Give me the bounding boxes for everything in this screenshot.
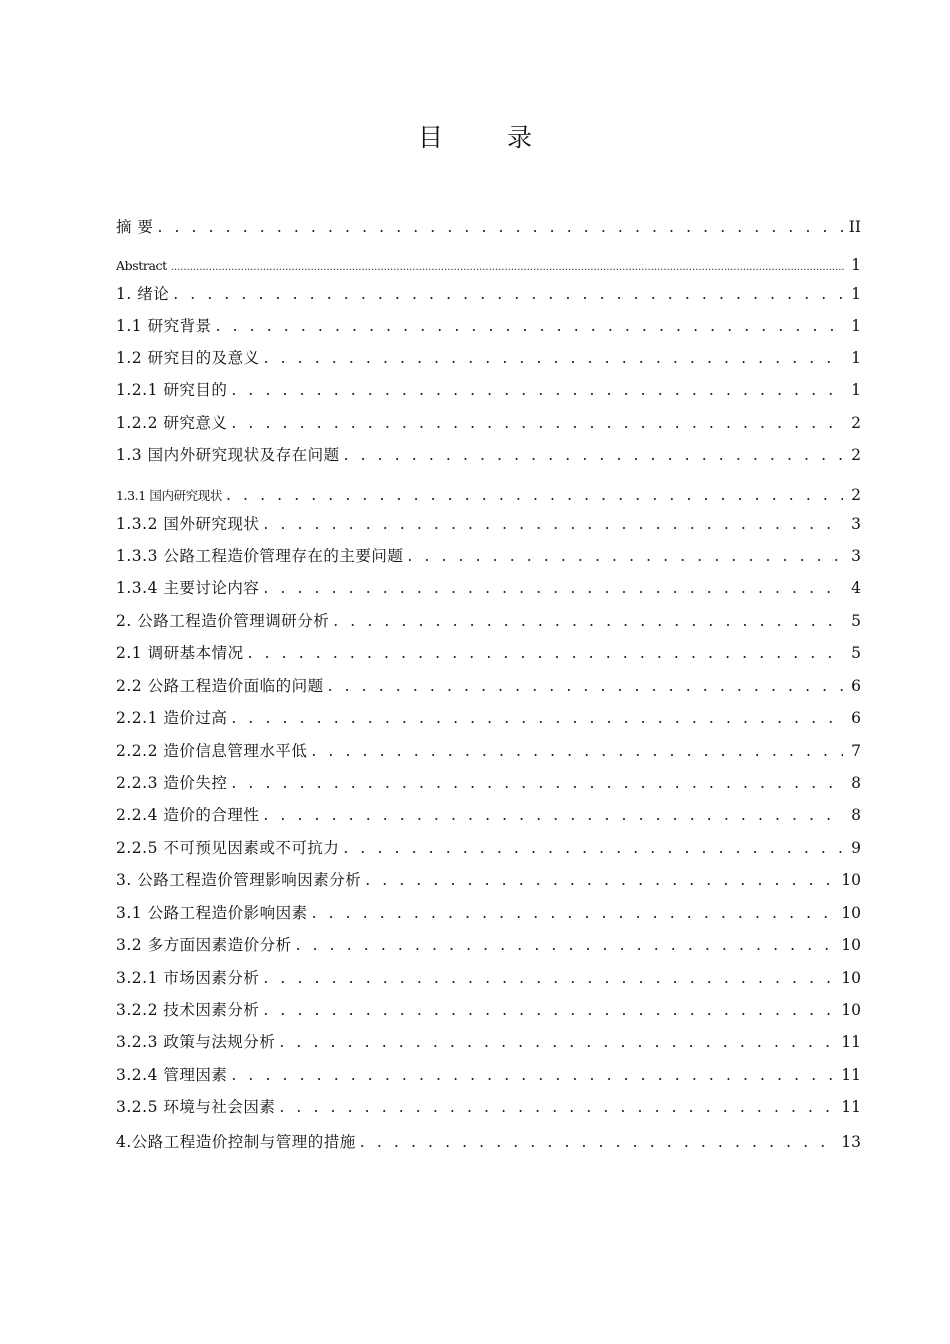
toc-entry[interactable] bbox=[116, 279, 861, 309]
toc-title: 目 录 bbox=[418, 123, 560, 152]
toc-entry-label: 2.2.2 造价信息管理水平低 bbox=[116, 742, 308, 760]
toc-entry[interactable] bbox=[116, 212, 861, 242]
toc-entry-page: 1 bbox=[851, 381, 861, 399]
toc-entry-page: 10 bbox=[841, 904, 861, 922]
toc-leader-dots bbox=[263, 800, 843, 830]
toc-entry-page: 10 bbox=[841, 871, 861, 889]
toc-entry[interactable] bbox=[116, 768, 861, 798]
toc-leader-dots bbox=[333, 606, 843, 636]
toc-leader-dots bbox=[360, 1127, 835, 1157]
toc-entry-label: 3. 公路工程造价管理影响因素分析 bbox=[116, 871, 362, 889]
toc-entry[interactable] bbox=[116, 509, 861, 539]
toc-entry[interactable] bbox=[116, 638, 861, 668]
toc-leader-dots bbox=[279, 1027, 835, 1057]
toc-entry-label: 1.3 国内外研究现状及存在问题 bbox=[116, 446, 340, 464]
toc-entry-label: 1.3.2 国外研究现状 bbox=[116, 515, 260, 533]
toc-entry-page: 5 bbox=[851, 644, 861, 662]
toc-entry[interactable] bbox=[116, 311, 861, 341]
toc-entry[interactable] bbox=[116, 480, 861, 510]
toc-entry[interactable] bbox=[116, 963, 861, 993]
toc-leader-dots bbox=[231, 768, 843, 798]
toc-entry-label: 3.2.3 政策与法规分析 bbox=[116, 1033, 276, 1051]
toc-entry-label: 3.2.2 技术因素分析 bbox=[116, 1001, 260, 1019]
toc-leader-dots bbox=[231, 408, 843, 438]
toc-entry-page: 1 bbox=[851, 317, 861, 335]
toc-leader-dots bbox=[312, 898, 836, 928]
toc-entry-label: 4.公路工程造价控制与管理的措施 bbox=[116, 1133, 356, 1151]
toc-entry[interactable] bbox=[116, 408, 861, 438]
toc-entry-page: 8 bbox=[851, 806, 861, 824]
toc-leader-dots bbox=[311, 736, 843, 766]
toc-entry[interactable] bbox=[116, 736, 861, 766]
toc-entry-label: 3.2.4 管理因素 bbox=[116, 1066, 228, 1084]
toc-entry[interactable] bbox=[116, 865, 861, 895]
toc-entry-label: 3.1 公路工程造价影响因素 bbox=[116, 904, 308, 922]
toc-entry[interactable] bbox=[116, 800, 861, 830]
toc-entry[interactable] bbox=[116, 606, 861, 636]
toc-entry-page: 6 bbox=[851, 677, 861, 695]
toc-leader-dots bbox=[263, 963, 835, 993]
toc-entry-label: 2.1 调研基本情况 bbox=[116, 644, 244, 662]
toc-entry-page: 9 bbox=[851, 839, 861, 857]
toc-entry[interactable] bbox=[116, 898, 861, 928]
toc-entry[interactable] bbox=[116, 1027, 861, 1057]
toc-leader-dots bbox=[279, 1092, 835, 1122]
toc-entry[interactable] bbox=[116, 703, 861, 733]
toc-entry-label: 1.3.3 公路工程造价管理存在的主要问题 bbox=[116, 547, 404, 565]
toc-entry-label: 1.2 研究目的及意义 bbox=[116, 349, 260, 367]
toc-leader-dots bbox=[231, 375, 843, 405]
toc-entry-label: 3.2.1 市场因素分析 bbox=[116, 969, 260, 987]
toc-entry-page: 2 bbox=[851, 414, 861, 432]
toc-entry[interactable] bbox=[116, 671, 861, 701]
toc-entry[interactable] bbox=[116, 1060, 861, 1090]
toc-entry[interactable] bbox=[116, 440, 861, 470]
toc-entry[interactable] bbox=[116, 573, 861, 603]
toc-entry-label: 2.2.1 造价过高 bbox=[116, 709, 228, 727]
toc-entry-label: 3.2 多方面因素造价分析 bbox=[116, 936, 292, 954]
toc-entry[interactable] bbox=[116, 343, 861, 373]
toc-entry[interactable] bbox=[116, 995, 861, 1025]
toc-entry-page: 8 bbox=[851, 774, 861, 792]
toc-leader-dots bbox=[231, 1060, 835, 1090]
toc-leader-dots bbox=[343, 833, 843, 863]
toc-entry-label: 2.2.3 造价失控 bbox=[116, 774, 228, 792]
toc-entry-label: 2. 公路工程造价管理调研分析 bbox=[116, 612, 330, 630]
toc-entry-page: 11 bbox=[841, 1098, 861, 1116]
toc-leader-dots bbox=[263, 573, 843, 603]
toc-leader-dots bbox=[344, 440, 843, 470]
toc-entry-label: 3.2.5 环境与社会因素 bbox=[116, 1098, 276, 1116]
toc-entry-page: 10 bbox=[841, 1001, 861, 1019]
toc-leader-dots bbox=[216, 311, 843, 341]
toc-entry-page: 10 bbox=[841, 936, 861, 954]
toc-leader-dots bbox=[263, 509, 843, 539]
toc-entry-page: 11 bbox=[841, 1033, 861, 1051]
toc-entry-label: 1.2.2 研究意义 bbox=[116, 414, 228, 432]
toc-entry-page: 6 bbox=[851, 709, 861, 727]
toc-entry-page: 5 bbox=[851, 612, 861, 630]
toc-entry[interactable] bbox=[116, 930, 861, 960]
toc-entry-page: 2 bbox=[851, 486, 861, 504]
toc-entry-page: 1 bbox=[851, 349, 861, 367]
toc-entry-page: 4 bbox=[851, 579, 861, 597]
toc-entry[interactable] bbox=[116, 833, 861, 863]
toc-leader-dots bbox=[407, 541, 843, 571]
toc-entry[interactable] bbox=[116, 375, 861, 405]
toc-entry[interactable] bbox=[116, 250, 861, 280]
toc-entry-page: 11 bbox=[841, 1066, 861, 1084]
toc-leader-dots bbox=[365, 865, 835, 895]
toc-leader-dots bbox=[328, 671, 843, 701]
toc-entry-page: 3 bbox=[851, 515, 861, 533]
toc-leader-dots bbox=[248, 638, 843, 668]
toc-entry-page: 10 bbox=[841, 969, 861, 987]
toc-entry-label: 摘 要 bbox=[116, 218, 154, 236]
toc-entry-label: 2.2.4 造价的合理性 bbox=[116, 806, 260, 824]
toc-entry-label: 1.3.4 主要讨论内容 bbox=[116, 579, 260, 597]
toc-entry[interactable] bbox=[116, 541, 861, 571]
toc-entry-page: II bbox=[848, 218, 861, 236]
toc-entry-label: 2.2 公路工程造价面临的问题 bbox=[116, 677, 324, 695]
toc-entry-page: 2 bbox=[851, 446, 861, 464]
toc-entry-page: 1 bbox=[851, 256, 861, 274]
toc-entry-label: 1.3.1 国内研究现状 bbox=[116, 488, 222, 503]
toc-entry[interactable] bbox=[116, 1092, 861, 1122]
toc-leader-dots bbox=[173, 279, 843, 309]
toc-entry[interactable] bbox=[116, 1127, 861, 1157]
toc-entry-page: 1 bbox=[851, 285, 861, 303]
toc-leader-dots bbox=[226, 480, 843, 510]
toc-entry-page: 3 bbox=[851, 547, 861, 565]
toc-leader-dots bbox=[157, 212, 842, 242]
toc-entry-label: Abstract bbox=[116, 258, 167, 273]
toc-entry-label: 2.2.5 不可预见因素或不可抗力 bbox=[116, 839, 340, 857]
toc-entry-page: 13 bbox=[841, 1133, 861, 1151]
toc-entry-label: 1.1 研究背景 bbox=[116, 317, 212, 335]
toc-leader-dots bbox=[296, 930, 836, 960]
toc-leader-dots bbox=[264, 343, 843, 373]
toc-leader-dots bbox=[263, 995, 835, 1025]
toc-entry-page: 7 bbox=[851, 742, 861, 760]
toc-entry-label: 1. 绪论 bbox=[116, 285, 170, 303]
toc-entry-label: 1.2.1 研究目的 bbox=[116, 381, 228, 399]
toc-leader-dots bbox=[231, 703, 843, 733]
